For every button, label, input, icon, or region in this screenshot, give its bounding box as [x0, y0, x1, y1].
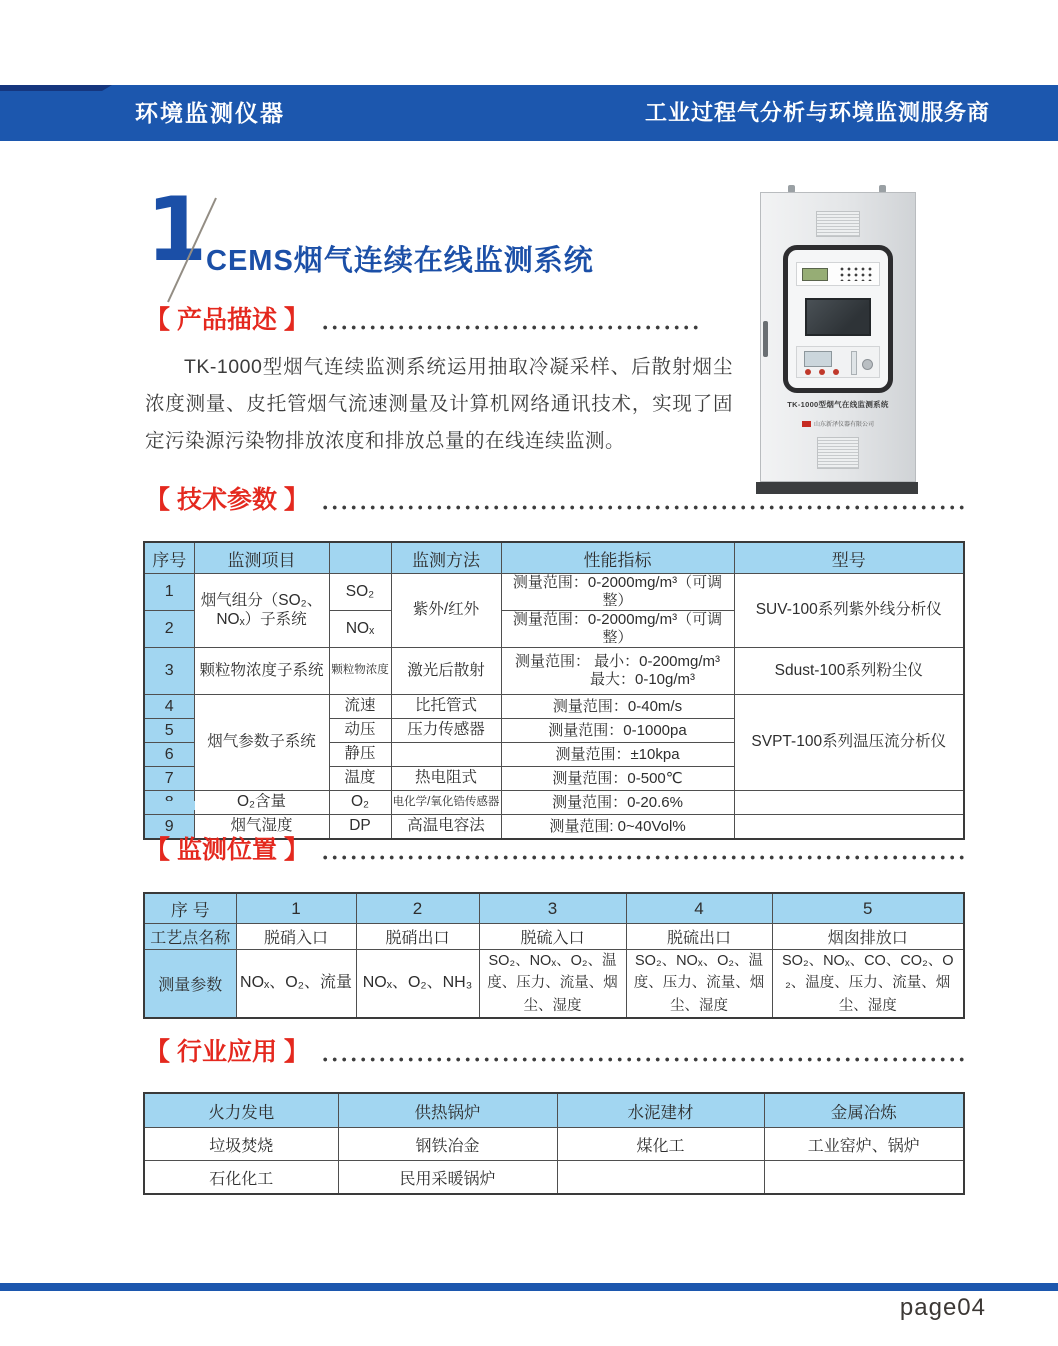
table-cell: 测量范围：0-20.6% [501, 791, 734, 815]
dotted-leader [323, 325, 703, 330]
table-row [144, 791, 964, 815]
header-accent-ribbon [0, 85, 112, 91]
analyzer-module [796, 262, 880, 286]
tech-params-table [143, 541, 965, 840]
table-cell: 高温电容法 [391, 815, 501, 840]
table-cell: 钢铁冶金 [338, 1128, 557, 1161]
header-cell [329, 542, 391, 574]
header-cell: 1 [236, 893, 356, 924]
header-cell: 监测项目 [194, 542, 329, 574]
cabinet-window [783, 245, 893, 393]
section-label: 【 产品描述 】 [145, 306, 309, 334]
table-cell: Sdust-100系列粉尘仪 [734, 648, 964, 695]
table-cell [391, 743, 501, 767]
table-cell: 煤化工 [557, 1128, 764, 1161]
product-photo-cabinet [752, 182, 922, 494]
table-cell: 石化化工 [144, 1161, 338, 1195]
product-description: TK-1000型烟气连续监测系统运用抽取冷凝采样、后散射烟尘浓度测量、皮托管烟气流速测量及计算机网络通讯技术，实现了固定污染源污染物排放浓度和排放总量的在线连续监测。 [145, 356, 733, 452]
section-label: 【 监测位置 】 [145, 836, 309, 864]
cabinet-bottom-vent [817, 437, 859, 469]
red-button [833, 369, 839, 375]
brand-logo [802, 421, 811, 427]
header-cell: 火力发电 [144, 1093, 338, 1128]
table-cell: 烟气湿度 [194, 815, 329, 840]
cabinet-top-vent [816, 211, 860, 237]
table-cell: 测量范围：±10kpa [501, 743, 734, 767]
table-column-stub [145, 801, 195, 810]
dotted-leader [323, 505, 967, 510]
table-cell: DP [329, 815, 391, 840]
table-cell: 工业窑炉、锅炉 [764, 1128, 964, 1161]
perf-line: 最大：0-10g/m³ [589, 671, 696, 688]
cabinet-body [760, 192, 916, 482]
table-cell: 电化学/氧化锆传感器 [391, 791, 501, 815]
table-cell: NOₓ、O₂、NH₃ [356, 950, 479, 1019]
header-cell: 5 [772, 893, 964, 924]
table-cell [734, 791, 964, 815]
row-number-cell: 2 [144, 611, 194, 648]
row-label-cell: 工艺点名称 [144, 924, 236, 950]
row-number-cell: 6 [144, 743, 194, 767]
table-cell: O₂ [329, 791, 391, 815]
table-cell [501, 648, 734, 695]
control-screen [804, 351, 832, 367]
header-cell: 序号 [144, 542, 194, 574]
header-cell: 序 号 [144, 893, 236, 924]
table-cell: 静压 [329, 743, 391, 767]
silver-knob [862, 359, 873, 370]
cabinet-brand [761, 419, 915, 428]
table-cell: 压力传感器 [391, 719, 501, 743]
table-row [144, 1161, 964, 1195]
table-row [144, 695, 964, 719]
row-number-cell: 9 [144, 815, 194, 840]
industry-apps-table [143, 1092, 965, 1195]
table-header-row [144, 542, 964, 574]
table-cell [557, 1161, 764, 1195]
table-cell: 颗粒物浓度 [329, 648, 391, 695]
table-cell: 烟囱排放口 [772, 924, 964, 950]
table-cell: 紫外/红外 [391, 574, 501, 648]
header-cell: 水泥建材 [557, 1093, 764, 1128]
table-cell: NOₓ、O₂、流量 [236, 950, 356, 1019]
table-cell: 民用采暖锅炉 [338, 1161, 557, 1195]
header-cell: 型号 [734, 542, 964, 574]
display-screen [805, 298, 871, 336]
monitor-location-table [143, 892, 965, 1019]
dotted-leader [323, 855, 967, 860]
header-left-title: 环境监测仪器 [135, 100, 285, 126]
row-number-cell: 5 [144, 719, 194, 743]
table-cell: 脱硫入口 [479, 924, 626, 950]
table-cell: SO₂、NOₓ、O₂、温度、压力、流量、烟尘、湿度 [479, 950, 626, 1019]
header-cell: 3 [479, 893, 626, 924]
table-row [144, 648, 964, 695]
table-cell: 脱硫出口 [626, 924, 772, 950]
table-cell: SO₂、NOₓ、CO、CO₂、O₂、温度、压力、流量、烟尘、湿度 [772, 950, 964, 1019]
table-cell: NOₓ [329, 611, 391, 648]
table-cell: 垃圾焚烧 [144, 1128, 338, 1161]
page-title: CEMS烟气连续在线监测系统 [206, 245, 594, 277]
table-row [144, 924, 964, 950]
table-cell: 热电阻式 [391, 767, 501, 791]
header-cell: 金属冶炼 [764, 1093, 964, 1128]
table-cell: 测量范围：0-2000mg/m³（可调整） [501, 611, 734, 648]
table-row [144, 950, 964, 1019]
table-cell: 测量范围：0-500℃ [501, 767, 734, 791]
row-number-cell: 1 [144, 574, 194, 611]
dotted-leader [323, 1057, 967, 1062]
table-cell: 脱硝入口 [236, 924, 356, 950]
flow-meter-tube [851, 351, 857, 375]
table-cell: 测量范围：0-40m/s [501, 695, 734, 719]
header-cell: 4 [626, 893, 772, 924]
section-number: 1 [146, 178, 208, 281]
header-cell: 监测方法 [391, 542, 501, 574]
table-cell: 测量范围: 0~40Vol% [501, 815, 734, 840]
row-number-cell: 7 [144, 767, 194, 791]
header-cell: 性能指标 [501, 542, 734, 574]
header-right-title: 工业过程气分析与环境监测服务商 [644, 100, 990, 125]
table-cell: O₂含量 [194, 791, 329, 815]
table-row [144, 574, 964, 611]
table-cell: 激光后散射 [391, 648, 501, 695]
header-cell: 供热锅炉 [338, 1093, 557, 1128]
section-header-monitor-location [145, 836, 967, 865]
brand-name: 山东新泽仪器有限公司 [813, 422, 874, 428]
analyzer-keypad [840, 267, 874, 281]
section-header-tech-params [145, 486, 967, 515]
header-cell: 2 [356, 893, 479, 924]
red-button [805, 369, 811, 375]
table-row [144, 1128, 964, 1161]
section-label: 【 行业应用 】 [145, 1038, 309, 1066]
table-cell: SO₂、NOₓ、O₂、温度、压力、流量、烟尘、湿度 [626, 950, 772, 1019]
section-label: 【 技术参数 】 [145, 486, 309, 514]
table-cell: SO₂ [329, 574, 391, 611]
footer-bar [0, 1283, 1058, 1291]
section-header-product-desc [145, 306, 703, 335]
table-cell: SVPT-100系列温压流分析仪 [734, 695, 964, 791]
control-module [796, 346, 880, 378]
table-header-row [144, 893, 964, 924]
table-cell: 比托管式 [391, 695, 501, 719]
row-label-cell: 测量参数 [144, 950, 236, 1019]
table-cell: 脱硝出口 [356, 924, 479, 950]
table-cell: 烟气组分（SO₂、NOₓ）子系统 [194, 574, 329, 648]
table-cell [764, 1161, 964, 1195]
analyzer-lcd [802, 268, 828, 281]
header-bar [0, 85, 1058, 141]
table-cell: 动压 [329, 719, 391, 743]
section-header-industry-apps [145, 1038, 967, 1067]
table-cell: 颗粒物浓度子系统 [194, 648, 329, 695]
perf-line: 测量范围： 最小：0-200mg/m³ [514, 653, 721, 670]
page-number: page04 [899, 1294, 986, 1321]
table-cell: 流速 [329, 695, 391, 719]
table-cell: 温度 [329, 767, 391, 791]
table-cell: 测量范围：0-1000pa [501, 719, 734, 743]
cabinet-handle [763, 321, 768, 357]
cabinet-label: TK-1000型烟气在线监测系统 [787, 400, 889, 409]
table-cell: 测量范围：0-2000mg/m³（可调整） [501, 574, 734, 611]
row-number-cell: 3 [144, 648, 194, 695]
red-button [819, 369, 825, 375]
row-number-cell: 4 [144, 695, 194, 719]
table-cell: 烟气参数子系统 [194, 695, 329, 791]
table-header-row [144, 1093, 964, 1128]
table-cell: SUV-100系列紫外线分析仪 [734, 574, 964, 648]
